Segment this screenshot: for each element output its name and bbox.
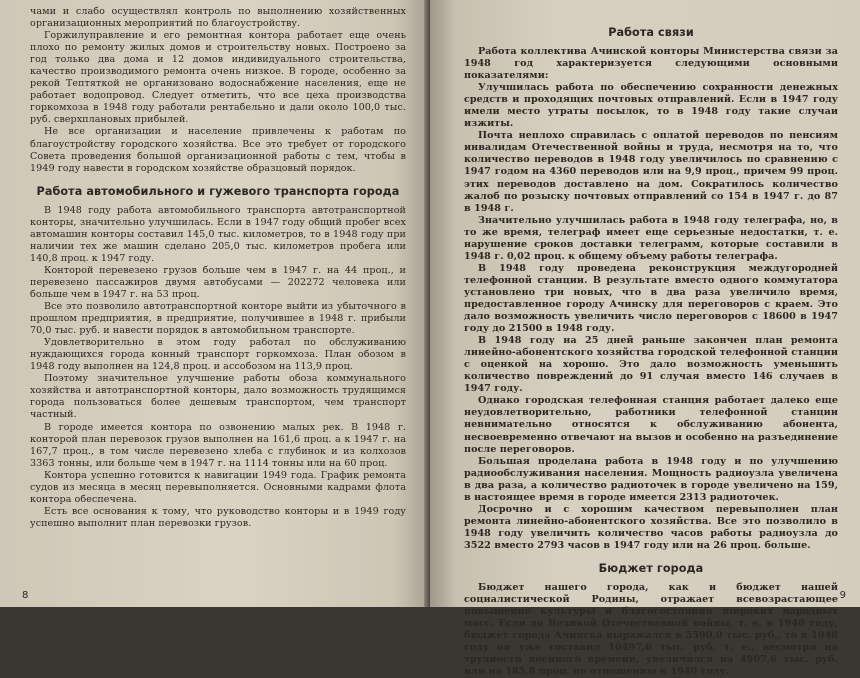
transport-paragraph-3: Все это позволило автотранспортной конторе выйти из убыточного в прошлом предприятия, в предприятие, получившее в 1948 г. прибыли 70,0 тыс. руб. и навести порядок в автомобильном транспорте. [30,301,406,337]
left-intro-paragraph-2: Горжилуправление и его ремонтная контора работает еще очень плохо по ремонту жилых домов и строительству новых. Построено за год только два дома и 12 домов индивидуального строительства, качество производимого ремонта очень низкое. В городе, особенно за рекой Тептяткой не организовано водоснабжение населения, еще не работает водопровод. Следует отметить, что все цеха производства горкомхоза в 1948 году работали рентабельно и дали около 100,0 тыс. руб. сверхплановых прибылей. [30,30,406,126]
transport-paragraph-8: Есть все основания к тому, что руководство конторы и в 1949 году успешно выполнит план перевозки грузов. [30,505,406,529]
budget-paragraph-1: Бюджет нашего города, как и бюджет нашей социалистической Родины, отражает всевозрастающее повышение культуры и благосостояния широких народных масс. Если до Великой Отечественной войны, т. е. в 1940 году, бюджет города Ачинска выражался в 5590,0 тыс. руб., то в 1948 году он уже составил 10497,6 тыс. руб. т. е., несмотря на трудности военного времени, увеличился на 4907,6 тыс. руб. или на 185,8 проц. по отношению к 1940 году. [464,581,838,678]
transport-paragraph-2: Конторой перевезено грузов больше чем в 1947 г. на 44 проц., и перевезено пассажиров двумя автобусами — 202272 человека или больше чем в 1947 г. на 53 проц. [30,264,406,300]
communications-paragraph-1: Работа коллектива Ачинской конторы Министерства связи за 1948 год характеризуется следующими основными показателями: [464,46,838,82]
right-page [430,0,860,678]
communications-paragraph-2: Улучшилась работа по обеспечению сохранности денежных средств и проходящих почтовых отправлений. Если в 1947 году имели место утраты посылок, то в 1948 году такие случаи изжиты. [464,82,838,130]
transport-section-heading: Работа автомобильного и гужевого транспорта города [36,184,400,198]
left-page [0,0,428,607]
left-page-number: 8 [22,590,29,601]
transport-paragraph-6: В городе имеется контора по озвонению малых рек. В 1948 г. конторой план перевозок грузов выполнен на 161,6 проц. а к 1947 г. на 167,7 проц., в том числе перевезено хлеба с глубинок и из колхозов 3363 тонны, или больше чем в 1947 г. на 1114 тонны или на 60 проц. [30,421,406,469]
transport-paragraph-5: Поэтому значительное улучшение работы обоза коммунального хозяйства и автотранспортной конторы, дало возможность трудящимся города пользоваться более дешевым транспортом, чем транспорт частный. [30,373,406,421]
left-intro-paragraph-3: Не все организации и население привлечены к работам по благоустройству городского хозяйства. Все это требует от городского Совета проведения большой организационной работы с тем, чтобы в 1949 году навести в городском хозяйстве образцовый порядок. [30,126,406,174]
left-intro-paragraph-1: чами и слабо осуществлял контроль по выполнению хозяйственных организационных мероприятий по благоустройству. [30,6,406,30]
communications-paragraph-5: В 1948 году проведена реконструкция междугородней телефонной станции. В результате вместо одного коммутатора установлено три новых, что в два раза увеличило время, предоставленное городу Ачинску для переговоров с краем. Это дало возможность увеличить число переговоров с 18600 в 1947 году до 21500 в 1948 году. [464,262,838,335]
communications-paragraph-7: Однако городская телефонная станция работает далеко еще неудовлетворительно, работники телефонной станции невнимательно относятся к обслуживанию абонента, несвоевременно отвечают на вызов и особенно на разъединение после переговоров. [464,395,838,455]
communications-paragraph-8: Большая проделана работа в 1948 году и по улучшению радиообслуживания населения. Мощность радиоузла увеличена в два раза, а количество радиоточек в городе увеличено на 159, в настоящее время в городе имеется 2313 радиоточек. [464,455,838,503]
communications-paragraph-9: Досрочно и с хорошим качеством перевыполнен план ремонта линейно-абонентского хозяйства. Все это позволило в 1948 году увеличить количество часов работы радиоузла до 3522 вместо 2793 часов в 1947 году или на 26 проц. больше. [464,503,838,551]
communications-section-heading: Работа связи [608,26,694,39]
transport-paragraph-4: Удовлетворительно в этом году работал по обслуживанию нуждающихся города конный транспорт горкомхоза. План обозом в 1948 году выполнен на 124,8 проц. и ассобозом на 113,9 проц. [30,337,406,373]
transport-paragraph-7: Контора успешно готовится к навигации 1949 года. График ремонта судов из месяца в месяц перевыполняется. Основными кадрами флота контора обеспечена. [30,469,406,505]
budget-section-heading: Бюджет города [598,561,704,575]
transport-paragraph-1: В 1948 году работа автомобильного транспорта автотранспортной конторы, значительно улучшилась. Если в 1947 году общий пробег всех автомашин конторы составил 145,0 тыс. километров, то в 1948 году при наличии тех же машин сделано 205,0 тыс. километров пробега или 140,8 проц. к 1947 году. [30,204,406,264]
right-page-number: 9 [839,590,846,601]
communications-paragraph-4: Значительно улучшилась работа в 1948 году телеграфа, но, в то же время, телеграф имеет еще серьезные недостатки, т. е. нарушение сроков доставки телеграмм, которые составили в 1948 г. 0,02 проц. к общему объему работы телеграфа. [464,214,838,262]
communications-paragraph-3: Почта неплохо справилась с оплатой переводов по пенсиям инвалидам Отечественной войны и труда, несмотря на то, что количество переводов в 1948 году увеличилось по сравнению с 1947 годом на 4360 переводов или на 9,9 проц., причем 99 проц. этих переводов доставлено на дом. Сократилось количество жалоб по розыску почтовых отправлений со 154 в 1947 г. до 87 в 1948 г. [464,130,838,214]
communications-paragraph-6: В 1948 году на 25 дней раньше закончен план ремонта линейно-абонентского хозяйства городской телефонной станции с оценкой на хорошо. Это дало возможность уменьшить количество повреждений до 91 случая вместо 146 случаев в 1947 году. [464,335,838,395]
